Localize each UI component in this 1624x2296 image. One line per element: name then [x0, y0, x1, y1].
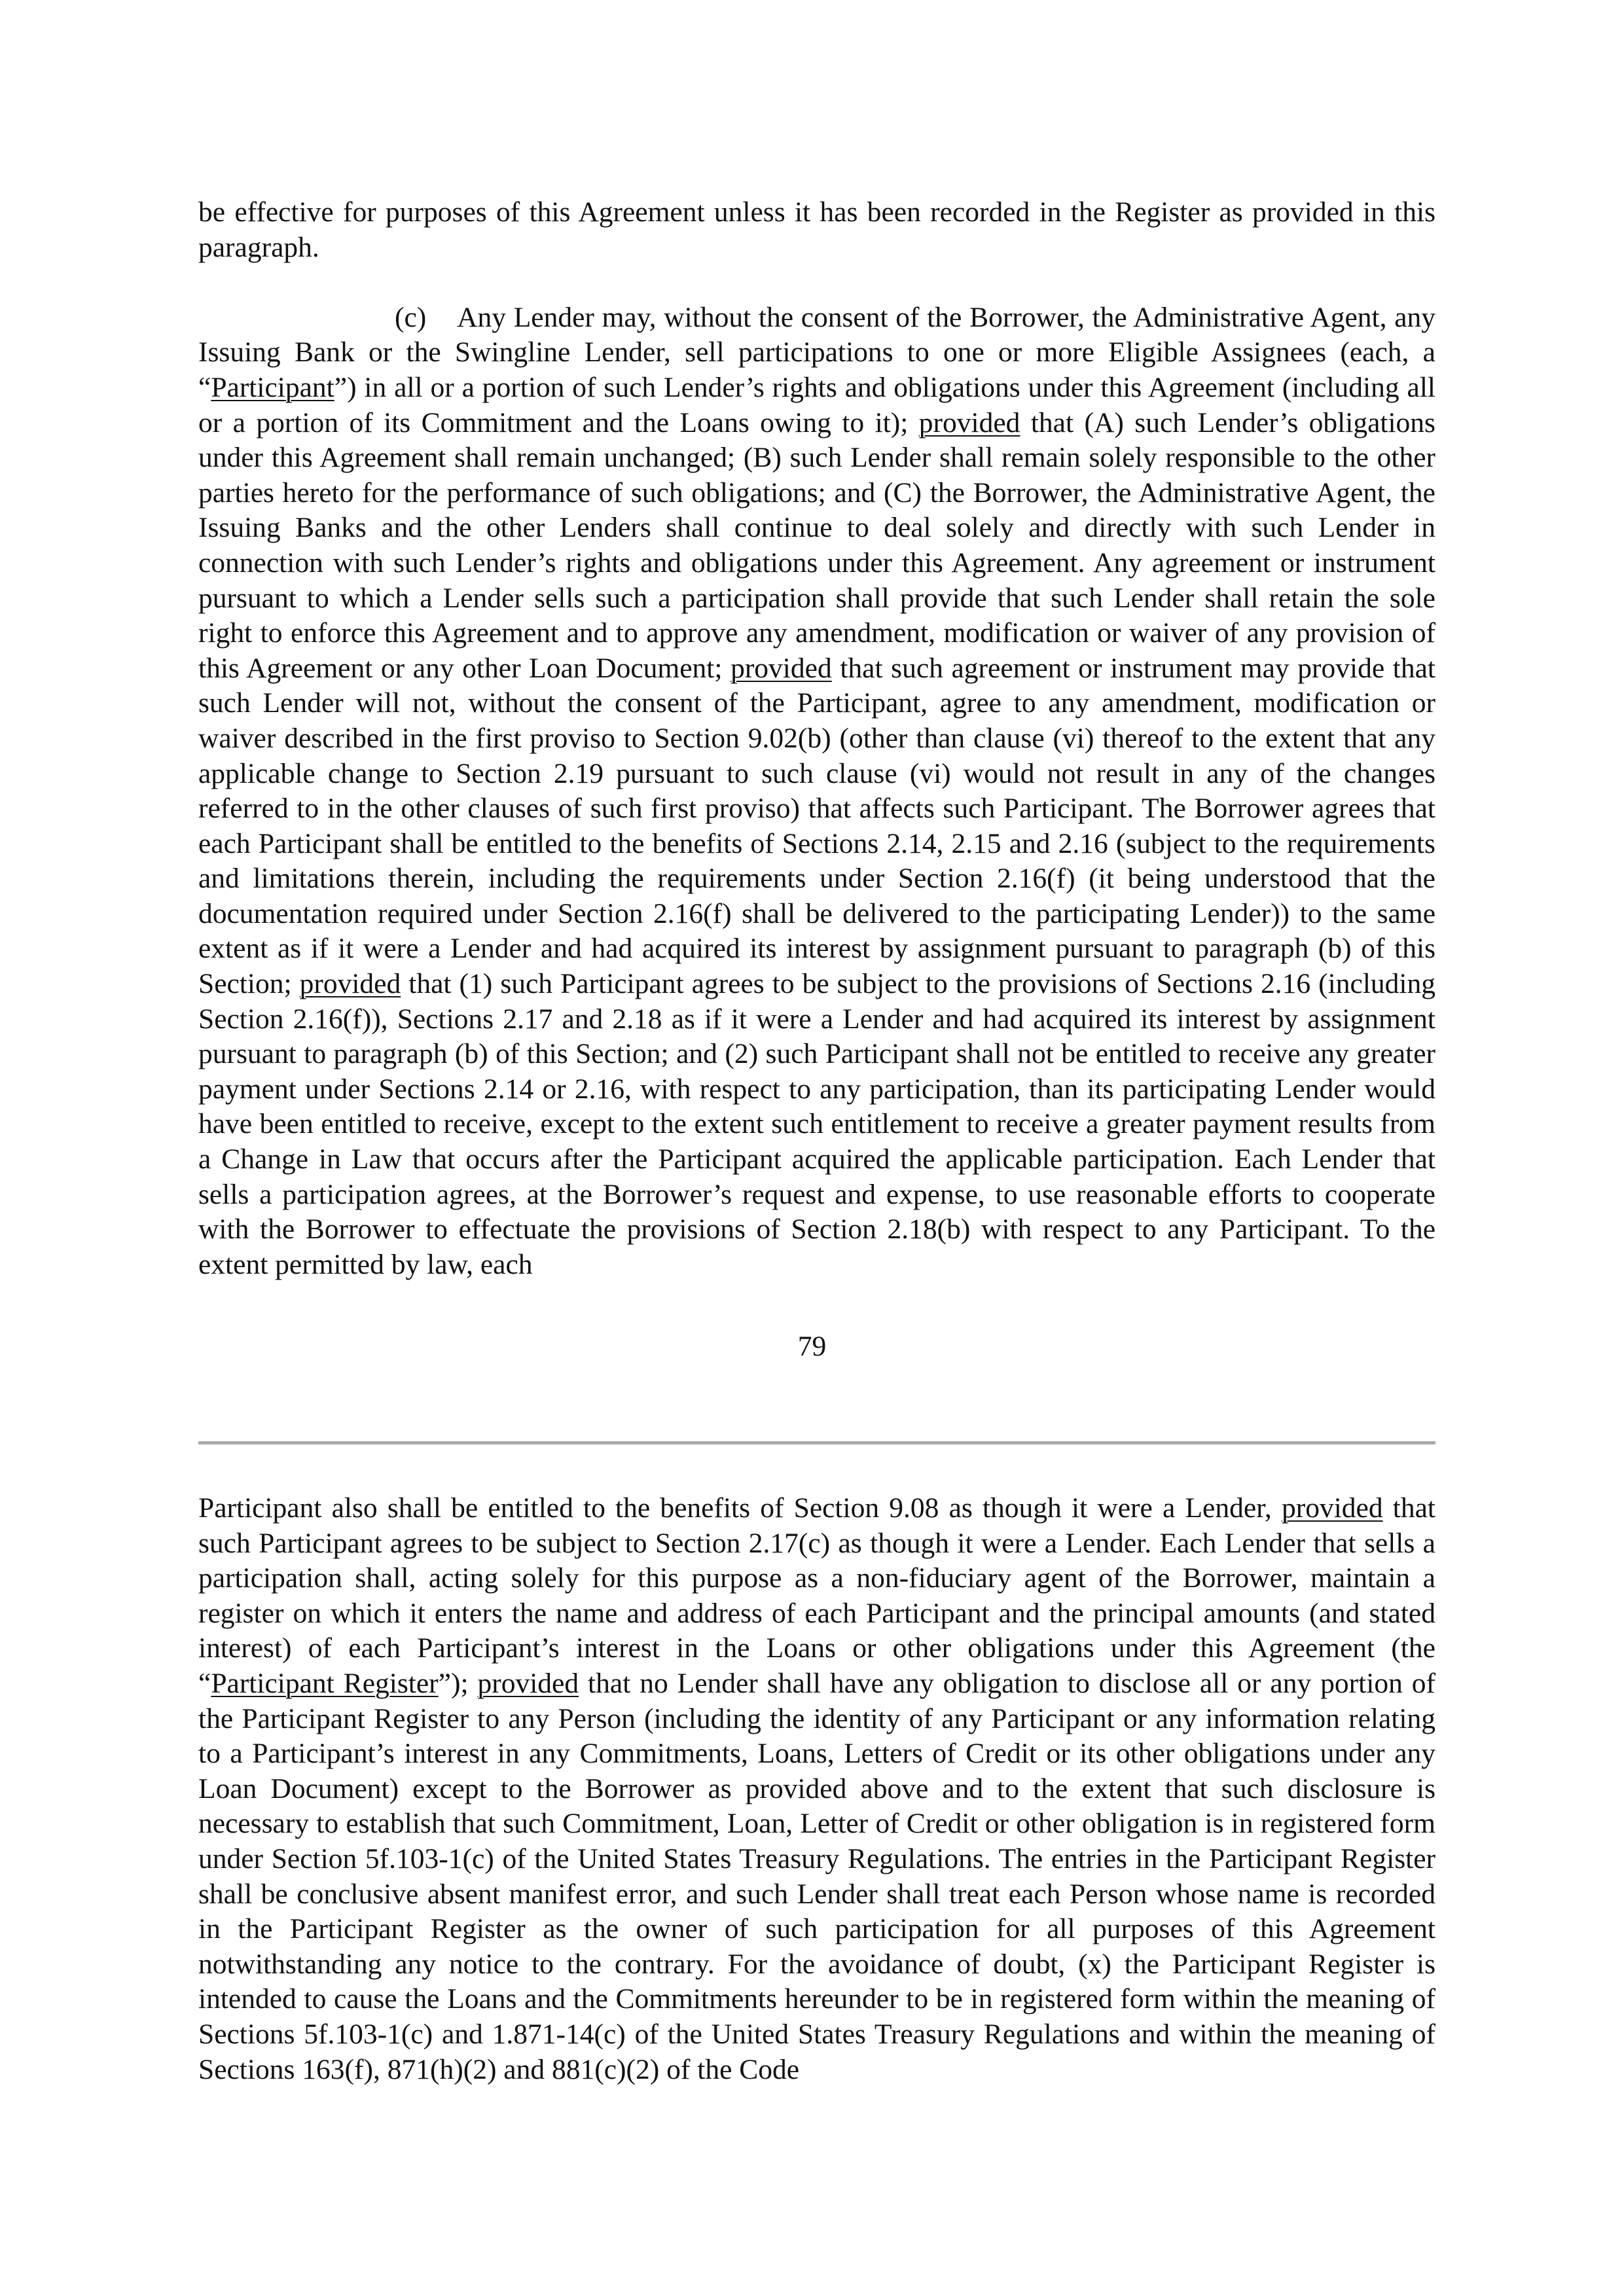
page-number: 79	[797, 1331, 827, 1362]
provided-term: provided	[299, 968, 401, 1000]
page-79-body	[198, 195, 1435, 1282]
page-80-body	[198, 1491, 1435, 2087]
register-text-3: ”);	[438, 1667, 478, 1699]
register-text-1: Participant also shall be entitled to the benefits of Section 9.08 as though it were a Lender,	[198, 1492, 1282, 1524]
paragraph-c-text-2: ”) in all or a portion of such Lender’s rights and obligations under this Agreement (including all or a portion of its Commitment and the Loans owing to it);	[198, 371, 1435, 439]
paragraph-c-text-3: that (A) such Lender’s obligations under this Agreement shall remain unchanged; (B) such Lender shall remain solely responsible to the other parties hereto for the performance of such obligations; and (C) the Borrower, the Administrative Agent, the Issuing Banks and the other Lenders shall continue to deal solely and directly with such Lender in connection with such Lender’s rights and obligations under this Agreement. Any agreement or instrument pursuant to which a Lender sells such a participation shall provide that such Lender shall retain the sole right to enforce this Agreement and to approve any amendment, modification or waiver of any provision of this Agreement or any other Loan Document;	[198, 406, 1435, 684]
defined-term-participant: Participant	[211, 371, 334, 403]
paragraph-c-text-1: (c) Any Lender may, without the consent of the Borrower, the Administrative Agent, any Issuing Bank or the Swingline Lender, sell participations to one or more Eligible Assignees (each, a “	[198, 301, 1435, 403]
participant-register-paragraph	[198, 1491, 1435, 2087]
defined-term-participant-register: Participant Register	[211, 1667, 439, 1699]
paragraph-c-text-4: that such agreement or instrument may provide that such Lender will not, without the consent of the Participant, agree to any amendment, modification or waiver described in the first proviso to Section 9.02(b) (other than clause (vi) thereof to the extent that any applicable change to Section 2.19 pursuant to such clause (vi) would not result in any of the changes referred to in the other clauses of such first proviso) that affects such Participant. The Borrower agrees that each Participant shall be entitled to the benefits of Sections 2.14, 2.15 and 2.16 (subject to the requirements and limitations therein, including the requirements under Section 2.16(f) (it being understood that the documentation required under Section 2.16(f) shall be delivered to the participating Lender)) to the same extent as if it were a Lender and had acquired its interest by assignment pursuant to paragraph (b) of this Section;	[198, 652, 1435, 1000]
provided-term: provided	[731, 652, 832, 684]
paragraph-b-continuation: be effective for purposes of this Agreement unless it has been recorded in the Register as provided in this paragraph.	[198, 196, 1435, 263]
provided-term: provided	[477, 1667, 579, 1699]
provided-term: provided	[1281, 1492, 1383, 1524]
paragraph-c-text-5: that (1) such Participant agrees to be subject to the provisions of Sections 2.16 (including Section 2.16(f)), Sections 2.17 and 2.18 as if it were a Lender and had acquired its interest by assignment pursuant to paragraph (b) of this Section; and (2) such Participant shall not be entitled to receive any greater payment under Sections 2.14 or 2.16, with respect to any participation, than its participating Lender would have been entitled to receive, except to the extent such entitlement to receive a greater payment results from a Change in Law that occurs after the Participant acquired the applicable participation. Each Lender that sells a participation agrees, at the Borrower’s request and expense, to use reasonable efforts to cooperate with the Borrower to effectuate the provisions of Section 2.18(b) with respect to any Participant. To the extent permitted by law, each	[198, 968, 1435, 1280]
page-break-divider	[198, 1441, 1435, 1444]
register-text-4: that no Lender shall have any obligation to disclose all or any portion of the Participant Register to any Person (including the identity of any Participant or any information relating to a Participant’s interest in any Commitments, Loans, Letters of Credit or its other obligations under any Loan Document) except to the Borrower as provided above and to the extent that such disclosure is necessary to establish that such Commitment, Loan, Letter of Credit or other obligation is in registered form under Section 5f.103-1(c) of the United States Treasury Regulations. The entries in the Participant Register shall be conclusive absent manifest error, and such Lender shall treat each Person whose name is recorded in the Participant Register as the owner of such participation for all purposes of this Agreement notwithstanding any notice to the contrary. For the avoidance of doubt, (x) the Participant Register is intended to cause the Loans and the Commitments hereunder to be in registered form within the meaning of Sections 5f.103-1(c) and 1.871-14(c) of the United States Treasury Regulations and within the meaning of Sections 163(f), 871(h)(2) and 881(c)(2) of the Code	[198, 1667, 1435, 2085]
provided-term: provided	[918, 406, 1020, 439]
paragraph-c-participations	[198, 300, 1435, 1283]
register-text-2: that such Participant agrees to be subject to Section 2.17(c) as though it were a Lender. Each Lender that sells a participation shall, acting solely for this purpose as a non-fiduciary agent of the Borrower, maintain a register on which it enters the name and address of each Participant and the principal amounts (and stated interest) of each Participant’s interest in the Loans or other obligations under this Agreement (the “	[198, 1492, 1436, 1699]
